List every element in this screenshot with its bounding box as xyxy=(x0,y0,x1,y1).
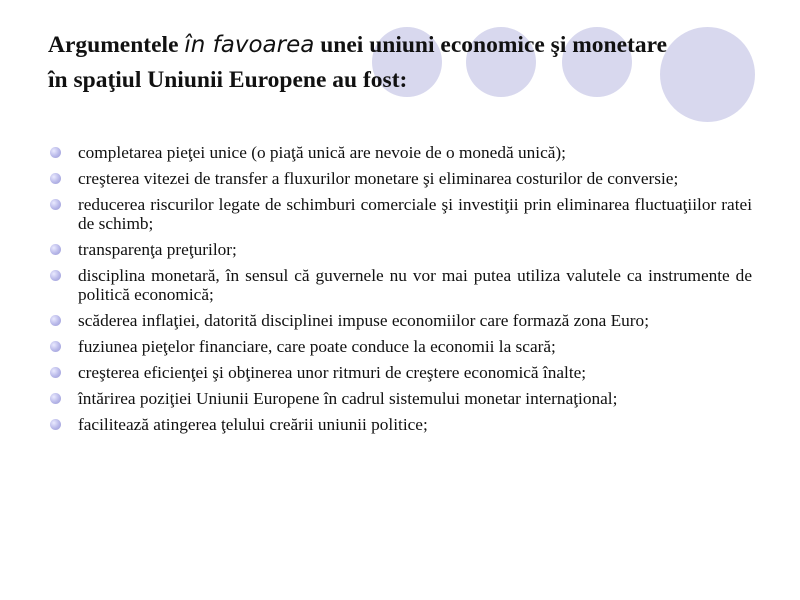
bullet-text: facilitează atingerea ţelului creării uniunii politice; xyxy=(78,415,428,434)
bullet-text: reducerea riscurilor legate de schimburi comerciale şi investiţii prin eliminarea fluctuaţiilor ratei de schimb; xyxy=(78,195,752,233)
bullet-dot-icon xyxy=(50,270,61,281)
slide-title-part1: Argumentele xyxy=(48,32,185,58)
bullet-text: completarea pieţei unice (o piaţă unică are nevoie de o monedă unică); xyxy=(78,143,566,162)
bullet-dot-icon xyxy=(50,315,61,326)
bullet-dot-icon xyxy=(50,173,61,184)
slide-title xyxy=(48,28,668,98)
bullet-text: creşterea vitezei de transfer a fluxurilor monetare şi eliminarea costurilor de conversie; xyxy=(78,169,679,188)
bullet-item xyxy=(50,169,752,188)
bullet-text: fuziunea pieţelor financiare, care poate conduce la economii la scară; xyxy=(78,337,556,356)
bullet-item xyxy=(50,337,752,356)
bullet-text: transparenţa preţurilor; xyxy=(78,240,237,259)
bullet-item xyxy=(50,363,752,382)
bullet-dot-icon xyxy=(50,147,61,158)
bullet-item xyxy=(50,389,752,408)
bullet-dot-icon xyxy=(50,341,61,352)
bullet-text: întărirea poziţiei Uniunii Europene în cadrul sistemului monetar internaţional; xyxy=(78,389,618,408)
bullet-item xyxy=(50,266,752,304)
bullet-item xyxy=(50,240,752,259)
bullet-item xyxy=(50,311,752,330)
slide-title-emphasis: în favoarea xyxy=(184,32,315,58)
bullet-text: disciplina monetară, în sensul că guvernele nu vor mai putea utiliza valutele ca instrumente de politică economică; xyxy=(78,266,752,304)
bullet-list xyxy=(50,143,752,441)
slide-title-part2: unei uniuni economice şi monetare în spaţiul Uniunii Europene au fost: xyxy=(48,32,668,93)
bullet-dot-icon xyxy=(50,419,61,430)
bullet-item xyxy=(50,195,752,233)
bullet-item xyxy=(50,415,752,434)
bullet-dot-icon xyxy=(50,367,61,378)
decorative-circle-icon xyxy=(660,27,755,122)
bullet-text: scăderea inflaţiei, datorită disciplinei impuse economiilor care formază zona Euro; xyxy=(78,311,649,330)
bullet-item xyxy=(50,143,752,162)
bullet-text: creşterea eficienţei şi obţinerea unor ritmuri de creştere economică înalte; xyxy=(78,363,587,382)
bullet-dot-icon xyxy=(50,244,61,255)
bullet-dot-icon xyxy=(50,199,61,210)
bullet-dot-icon xyxy=(50,393,61,404)
